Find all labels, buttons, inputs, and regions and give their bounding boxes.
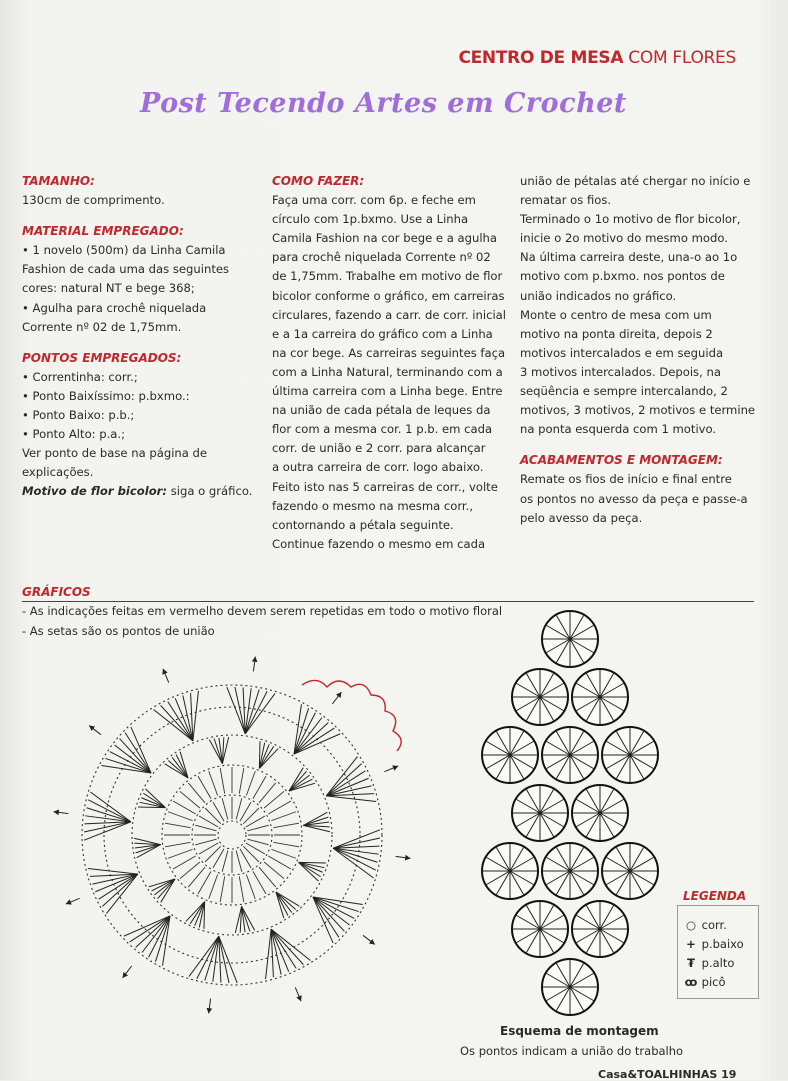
stitch-line [264, 791, 284, 808]
text-line: motivo com p.bxmo. nos pontos de [520, 269, 725, 284]
legend-item-palto [684, 956, 754, 970]
watermark-text: Post Tecendo Artes em Crochet [140, 88, 627, 119]
stitch-line [188, 867, 205, 887]
fan-stitch [259, 749, 278, 769]
stitch-line [253, 776, 266, 799]
fan-stitch [146, 789, 166, 808]
stitch-line [195, 839, 216, 845]
diagram-caption-title: Esquema de montagem [500, 1024, 659, 1038]
section-title-como-fazer: COMO FAZER: [272, 174, 365, 188]
fan-stitch [326, 778, 368, 796]
stitch-line [180, 862, 200, 879]
fan-stitch [88, 869, 138, 875]
text-line: rematar os fios. [520, 193, 612, 208]
red-indication [302, 680, 401, 751]
fan-stitch [124, 916, 170, 936]
legend-label: p.alto [701, 956, 735, 970]
section-title-material: MATERIAL EMPREGADO: [22, 224, 184, 239]
motivo-line [22, 482, 252, 501]
stitch-line [209, 874, 218, 898]
motif-circle [542, 727, 598, 783]
text-line: 3 motivos intercalados. Depois, na [520, 364, 721, 379]
text-line: motivos, 3 motivos, 2 motivos e termine [520, 403, 756, 418]
text-line: • Correntinha: corr.; [22, 369, 138, 384]
chain-ring [104, 707, 360, 963]
text-line: e a 1a carreira do gráfico com a Linha [272, 326, 493, 341]
fan-stitch [313, 897, 339, 937]
fan-stitch [266, 929, 272, 979]
stitch-line [246, 771, 255, 795]
text-line: seqüência e sempre intercalando, 2 [520, 384, 728, 399]
fan-stitch [271, 929, 303, 964]
chain-icon: ○ [685, 918, 697, 932]
fan-stitch [326, 796, 376, 802]
stitch-line [247, 839, 268, 845]
fan-stitch [154, 879, 175, 895]
graficos-note-1: - As indicações feitas em vermelho devem serem repetidas em todo o motivo floral [22, 604, 503, 618]
title-rest: COM FLORES [628, 48, 736, 68]
text-line: para crochê niquelada Corrente nº 02 [272, 250, 491, 265]
text-line: Remate os fios de início e final entre [520, 472, 732, 487]
text-line: explicações. [22, 465, 94, 480]
stitch-line [273, 842, 299, 847]
text-line: corr. de união e 2 corr. para alcançar [272, 441, 486, 456]
text-line: os pontos no avesso da peça e passe-a [520, 491, 748, 506]
text-line: pelo avesso da peça. [520, 510, 643, 525]
stitch-line [198, 776, 211, 799]
stitch-line [271, 849, 295, 858]
arrow-head [405, 855, 411, 861]
stitch-line [239, 876, 244, 902]
legend-label: p.baixo [701, 937, 744, 951]
text-line: Camila Fashion na cor bege e a agulha [272, 231, 497, 246]
text-line: • Ponto Alto: p.a.; [22, 427, 125, 442]
fan-stitch [271, 929, 289, 971]
stitch-line [195, 825, 216, 831]
chain-ring [218, 821, 246, 849]
stitch-line [253, 871, 266, 894]
text-line: • Ponto Baixo: p.b.; [22, 408, 135, 423]
legend-box [677, 905, 759, 999]
stitch-line [239, 768, 244, 794]
stitch-line [188, 783, 205, 803]
text-line: na união de cada pétala de leques da [272, 403, 491, 418]
single-crochet-icon: + [686, 937, 696, 951]
motif-circle [512, 785, 568, 841]
stitch-line [220, 768, 225, 794]
stitch-line [222, 798, 228, 819]
fan-stitch [130, 916, 170, 942]
section-title-pontos: PONTOS EMPREGADOS: [22, 350, 182, 365]
stitch-line [173, 801, 196, 814]
stitch-line [236, 798, 242, 819]
text-line: circulares, fazendo a carr. de corr. inicial [272, 307, 506, 322]
fan-stitch [326, 771, 365, 796]
text-line: motivo na ponta direita, depois 2 [520, 326, 713, 341]
divider [22, 601, 754, 602]
text-line: 130cm de comprimento. [22, 193, 165, 208]
fan-stitch [276, 892, 292, 913]
stitch-line [268, 801, 291, 814]
text-line: Corrente nº 02 de 1,75mm. [22, 319, 182, 334]
motif-circle [542, 959, 598, 1015]
motivo-rest: siga o gráfico. [167, 484, 253, 499]
fan-stitch [99, 874, 138, 899]
text-line: • Agulha para crochê niquelada [22, 300, 207, 315]
legend-item-pbaixo [684, 937, 754, 951]
stitch-line [259, 783, 276, 803]
fan-stitch [289, 775, 310, 791]
fan-stitch [161, 705, 193, 740]
text-line: Monte o centro de mesa com um [520, 307, 712, 322]
fan-stitch [326, 764, 361, 796]
stitch-line [273, 823, 299, 828]
text-line: Feito isto nas 5 carreiras de corr., volte [272, 479, 498, 494]
section-title-acabamentos: ACABAMENTOS E MONTAGEM: [520, 453, 723, 468]
chain-ring [82, 685, 382, 985]
stitch-line [165, 823, 191, 828]
stitch-line [168, 812, 192, 821]
text-line: Na última carreira deste, una-o ao 1o [520, 250, 738, 265]
fan-stitch [186, 902, 205, 922]
stitch-line [236, 850, 242, 871]
motif-circle [572, 785, 628, 841]
legend-title: LEGENDA [683, 889, 747, 903]
diagram-caption-text: Os pontos indicam a união do trabalho [460, 1044, 684, 1058]
text-line: • 1 novelo (500m) da Linha Camila [22, 243, 226, 258]
arrow-head [369, 939, 375, 944]
text-line: Fashion de cada uma das seguintes [22, 262, 230, 277]
stitch-line [246, 874, 255, 898]
double-crochet-icon: ₮ [686, 956, 695, 970]
text-line: inicie o 2o motivo do mesmo modo. [520, 231, 728, 246]
text-line: Faça uma corr. com 6p. e feche em [272, 193, 476, 208]
legend-label: corr. [701, 918, 727, 932]
fan-stitch [299, 862, 319, 881]
motif-circle [512, 669, 568, 725]
stitch-line [173, 856, 196, 869]
column-materials [22, 172, 252, 502]
text-line: bicolor conforme o gráfico, em carreiras [272, 288, 505, 303]
legend-item-corr [684, 918, 754, 932]
stitch-line [247, 825, 268, 831]
section-title-graficos: GRÁFICOS [22, 585, 91, 599]
section-title-tamanho: TAMANHO: [22, 174, 95, 188]
stitch-line [264, 862, 284, 879]
arrow-head [206, 1008, 212, 1014]
text-line: com a Linha Natural, terminando com a [272, 364, 503, 379]
assembly-diagram [470, 605, 670, 1020]
picot-icon: ꝏ [684, 975, 698, 989]
graficos-note-2: - As setas são os pontos de união [22, 624, 215, 638]
legend-label: picô [701, 975, 726, 989]
motif-circle [572, 669, 628, 725]
text-line: cores: natural NT e bege 368; [22, 281, 195, 296]
page-title [458, 48, 736, 68]
text-line: a outra carreira de corr. logo abaixo. [272, 460, 484, 475]
text-line: Continue fazendo o mesmo em cada [272, 536, 486, 551]
motivo-bold: Motivo de flor bicolor: [22, 484, 168, 499]
fan-stitch [168, 702, 193, 741]
stitch-line [220, 876, 225, 902]
text-line: união indicados no gráfico. [520, 288, 677, 303]
text-line: na ponta esquerda com 1 motivo. [520, 422, 717, 437]
text-line: flor com a mesma cor. 1 p.b. em cada [272, 422, 493, 437]
fan-stitch [193, 691, 199, 741]
motif-circle [512, 901, 568, 957]
column-como-fazer [272, 172, 507, 554]
motif-circle [542, 611, 598, 667]
fan-stitch [131, 727, 151, 773]
motif-circle [542, 843, 598, 899]
page-footer: Casa&TOALHINHAS 19 [598, 1068, 737, 1081]
text-line: última carreira com a Linha bege. Entre [272, 384, 503, 399]
title-bold: CENTRO DE MESA [458, 48, 624, 68]
flower-motif-chart [10, 640, 460, 1040]
text-line: contornando a pétala seguinte. [272, 517, 454, 532]
stitch-line [165, 842, 191, 847]
legend-item-pico [684, 975, 754, 989]
motif-circle [482, 843, 538, 899]
stitch-line [198, 871, 211, 894]
text-line: união de pétalas até chergar no início e [520, 174, 751, 188]
column-continuation [520, 172, 760, 528]
stitch-line [168, 849, 192, 858]
arrow-head [89, 726, 95, 731]
text-line: círculo com 1p.bxmo. Use a Linha [272, 212, 469, 227]
fan-stitch [172, 757, 188, 778]
stitch-line [209, 771, 218, 795]
arrow-head [336, 692, 341, 698]
fan-stitch [294, 734, 340, 754]
motif-circle [572, 901, 628, 957]
fan-stitch [313, 897, 333, 943]
motif-circle [602, 843, 658, 899]
arrow-head [54, 809, 60, 815]
stitch-line [222, 850, 228, 871]
motif-circle [602, 727, 658, 783]
stitch-line [268, 856, 291, 869]
stitch-line [259, 867, 276, 887]
text-line: Terminado o 1o motivo de flor bicolor, [520, 212, 741, 227]
text-line: fazendo o mesmo na mesma corr., [272, 498, 473, 513]
text-line: de 1,75mm. Trabalhe em motivo de flor [272, 269, 503, 284]
text-line: • Ponto Baixíssimo: p.bxmo.: [22, 388, 190, 403]
text-line: Ver ponto de base na página de [22, 446, 208, 461]
fan-stitch [271, 929, 296, 968]
text-line: na cor bege. As carreiras seguintes faça [272, 345, 506, 360]
stitch-line [180, 791, 200, 808]
arrow-head [123, 972, 128, 978]
motif-circle [482, 727, 538, 783]
arrow-head [252, 657, 258, 663]
fan-stitch [102, 874, 137, 906]
text-line: motivos intercalados e em seguida [520, 345, 724, 360]
stitch-line [271, 812, 295, 821]
